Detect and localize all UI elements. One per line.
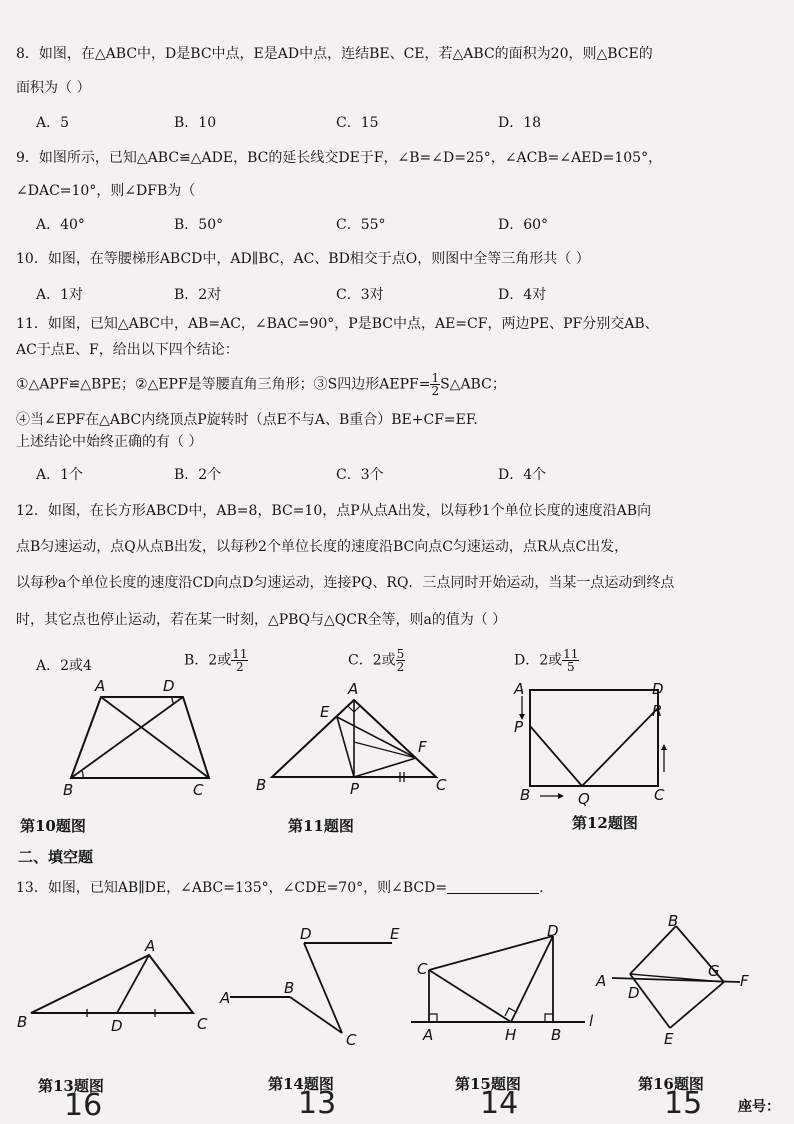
fig11-label-c: C [436,776,447,794]
fig12-label-p: P [514,718,524,736]
q10-option-c: C．3对 [336,287,384,303]
caption-fig16: 第16题图 [638,1075,704,1093]
q11-fraction [430,372,440,397]
fig16-label-a: A [596,972,607,990]
fig10-label-c: C [193,781,204,799]
q11-fraction-num: 1 [431,371,440,385]
q10-option-d: D．4对 [498,287,547,303]
q9-option-b: B．50° [174,217,224,233]
q12-option-d-text: D．2或 [514,652,563,669]
q12-option-d-frac [562,648,579,673]
fig15-right-triangle [405,922,605,1047]
q12-line1: 12．如图，在长方形ABCD中，AB=8，BC=10，点P从点A出发，以每秒1个单位长度的速度沿AB向 [16,503,652,519]
q11-option-a: A．1个 [36,467,84,483]
fig12-label-a: A [514,680,525,698]
q12-option-b-frac [231,648,248,673]
fig15-label-l: l [589,1012,594,1030]
q11-line4: ④当∠EPF在△ABC内绕顶点P旋转时（点E不与A、B重合）BE+CF=EF. [16,412,478,428]
q10-line1: 10．如图，在等腰梯形ABCD中，AD∥BC，AC、BD相交于点O，则图中全等三角形共（ ） [16,251,590,267]
fig11-label-e: E [320,703,330,721]
q12-line3: 以每秒a个单位长度的速度沿CD向点D匀速运动，连接PQ、RQ．三点同时开始运动，当某一点运动到终点 [16,575,675,591]
fig11-label-f: F [418,738,427,756]
fig16-label-f: F [740,972,749,990]
q12-option-b-num: 11 [232,647,248,661]
q9-line2: ∠DAC=10°，则∠DFB为（ [16,183,196,199]
fig14-label-d: D [300,925,312,943]
fig10-label-d: D [163,677,175,695]
fig12-label-b: B [520,786,531,804]
fig13-label-c: C [197,1015,208,1033]
q8-line1: 8．如图，在△ABC中，D是BC中点，E是AD中点，连结BE、CE，若△ABC的面积为20，则△BCE的 [16,46,653,62]
q10-option-b: B．2对 [174,287,222,303]
q8-option-b: B．10 [174,115,217,131]
fig14-label-c: C [346,1031,357,1049]
q11-option-b: B．2个 [174,467,222,483]
fig11-label-b: B [256,776,267,794]
q9-line1: 9．如图所示，已知△ABC≌△ADE，BC的延长线交DE于F，∠B=∠D=25°，∠ACB=∠AED=105°， [16,150,663,166]
fig15-label-d: D [547,922,559,940]
fig12-rectangle [510,680,690,810]
fig16-triangles [590,912,770,1047]
q12-option-d-den: 5 [566,660,575,674]
fig13-label-d: D [111,1017,123,1035]
q11-line3 [16,372,506,397]
caption-fig14: 第14题图 [268,1075,334,1093]
q11-line2: AC于点E、F，给出以下四个结论： [16,342,239,358]
q8-option-d: D．18 [498,115,542,131]
handwritten-13: 13 [298,1086,337,1121]
fig14-parallel-lines [220,925,410,1050]
fig10-label-a: A [95,677,106,695]
q11-line5: 上述结论中始终正确的有（ ） [16,434,203,450]
q11-line3-tail: S△ABC； [440,376,506,393]
q13-answer-blank[interactable] [447,879,539,894]
q12-option-d-num: 11 [563,647,579,661]
q11-option-d: D．4个 [498,467,547,483]
fig12-label-q: Q [578,790,590,808]
q12-line2: 点B匀速运动，点Q从点B出发，以每秒2个单位长度的速度沿BC向点C匀速运动，点R从点C出发， [16,539,629,555]
fig16-label-d: D [628,984,640,1002]
fig12-label-r: R [652,702,663,720]
q13-text: 13．如图，已知AB∥DE，∠ABC=135°，∠CDE=70°，则∠BCD= [16,880,448,896]
q12-option-b-den: 2 [236,660,244,674]
fig12-label-c: C [654,786,665,804]
q12-option-d [514,648,579,673]
caption-fig11: 第11题图 [288,817,354,835]
q12-option-a: A．2或4 [36,658,92,674]
fig10-trapezoid [55,675,235,805]
q12-option-c-den: 2 [396,660,405,674]
q12-option-c-text: C．2或 [348,652,396,669]
q12-option-b [184,648,248,673]
fig11-label-p: P [350,780,360,798]
fig16-label-b: B [668,912,679,930]
fig14-label-b: B [284,979,295,997]
q12-option-b-text: B．2或 [184,652,232,669]
fig12-label-d: D [652,680,664,698]
q8-option-c: C．15 [336,115,379,131]
caption-fig12: 第12题图 [572,814,638,832]
fig14-label-a: A [220,989,231,1007]
q8-option-a: A．5 [36,115,70,131]
caption-fig15: 第15题图 [455,1075,521,1093]
fig16-label-g: G [708,962,720,980]
q13-line [16,878,544,898]
fig15-label-h: H [505,1026,517,1044]
handwritten-15: 15 [664,1086,703,1121]
fig14-label-e: E [390,925,400,943]
handwritten-16: 16 [64,1088,103,1123]
q8-line2: 面积为（ ） [16,80,91,96]
q9-option-a: A．40° [36,217,85,233]
q10-option-a: A．1对 [36,287,84,303]
fig10-label-b: B [63,781,74,799]
fig13-label-a: A [145,937,156,955]
fig15-label-a: A [423,1026,434,1044]
section-title: 二、填空题 [18,848,94,866]
caption-fig13: 第13题图 [38,1077,104,1095]
q13-tail: . [539,880,544,896]
q9-option-c: C．55° [336,217,386,233]
caption-fig10: 第10题图 [20,817,86,835]
q11-line3-text: ①△APF≌△BPE；②△EPF是等腰直角三角形；③S四边形AEPF= [16,376,431,393]
q12-option-c-num: 5 [396,647,405,661]
q11-fraction-den: 2 [431,384,440,398]
q12-line4: 时，其它点也停止运动，若在某一时刻，△PBQ与△QCR全等，则a的值为（ ） [16,612,507,628]
fig11-triangle [250,680,450,798]
fig11-label-a: A [348,680,359,698]
q11-option-c: C．3个 [336,467,384,483]
fig15-label-c: C [417,960,428,978]
q9-option-d: D．60° [498,217,549,233]
seat-label: 座号： [738,1099,780,1115]
q11-line1: 11．如图，已知△ABC中，AB=AC，∠BAC=90°，P是BC中点，AE=CF，两边PE、PF分别交AB、 [16,316,659,332]
fig13-label-b: B [17,1013,28,1031]
handwritten-14: 14 [480,1086,519,1121]
fig16-label-e: E [664,1030,674,1048]
fig13-triangle [15,935,215,1040]
fig15-label-b: B [551,1026,562,1044]
q12-option-c [348,648,405,673]
q12-option-c-frac [396,648,406,673]
